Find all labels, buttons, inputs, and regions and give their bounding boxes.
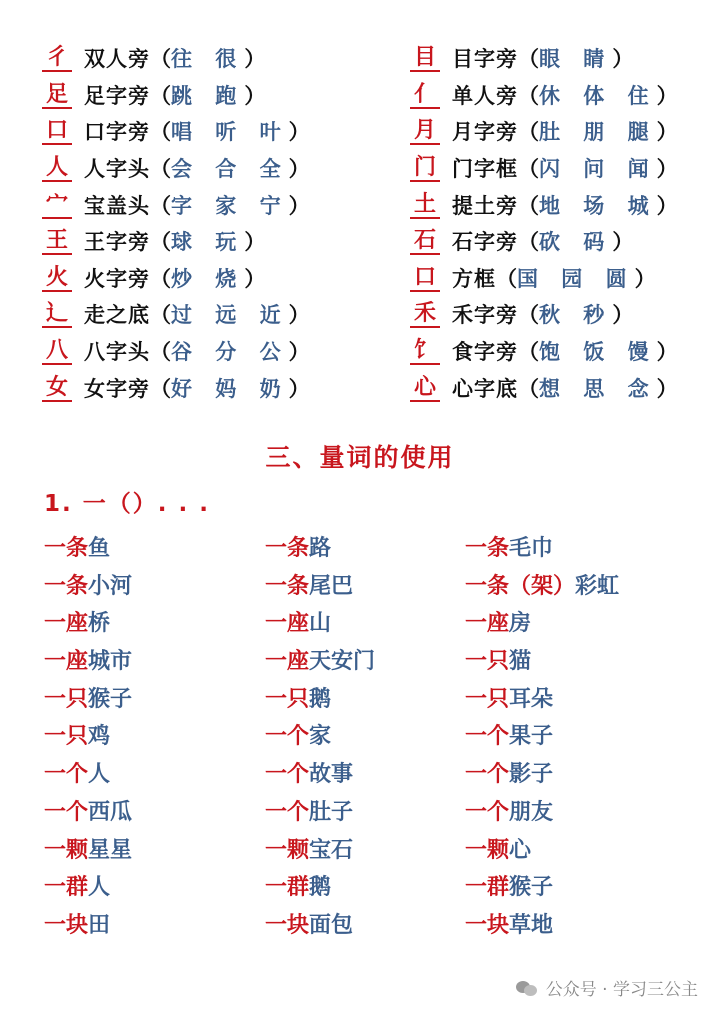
radical-name: 双人旁: [84, 46, 150, 72]
measure-word-prefix: 一座: [44, 610, 89, 637]
open-paren: （: [150, 302, 171, 328]
measure-word-item: [265, 643, 375, 680]
open-paren: （: [496, 265, 517, 291]
measure-word-prefix: 一个: [44, 761, 89, 788]
measure-word-prefix: 一块: [465, 911, 510, 938]
radical-examples: 国 园 圆: [517, 265, 635, 291]
radical-examples: 饱 饭 馒: [539, 339, 657, 365]
measure-word-item: [44, 794, 132, 831]
measure-word-prefix: 一只: [465, 685, 510, 712]
measure-word-noun: 故事: [309, 761, 354, 788]
radical-glyph: 王: [42, 227, 72, 255]
radical-name: 女字旁: [84, 375, 150, 401]
measure-word-item: [465, 832, 531, 869]
radical-examples: 闪 问 闻: [539, 156, 657, 182]
radical-name: 口字旁: [84, 119, 150, 145]
open-paren: （: [518, 302, 539, 328]
open-paren: （: [150, 339, 171, 365]
measure-word-row: [0, 643, 720, 681]
radical-name: 目字旁: [452, 46, 518, 72]
measure-word-noun: 面包: [309, 911, 354, 938]
radical-glyph: 门: [410, 154, 440, 182]
radical-examples: 砍 码: [539, 229, 613, 255]
open-paren: （: [150, 46, 171, 72]
measure-word-prefix: 一群: [265, 874, 310, 901]
measure-word-prefix: 一个: [465, 761, 510, 788]
close-paren: ）: [288, 339, 310, 365]
close-paren: ）: [244, 229, 266, 255]
close-paren: ）: [244, 46, 266, 72]
radical-row: [410, 186, 678, 223]
close-paren: ）: [656, 339, 678, 365]
measure-word-noun: 彩虹: [575, 572, 620, 599]
measure-word-item: [465, 605, 531, 642]
measure-word-noun: 星星: [88, 836, 133, 863]
measure-word-noun: 猴子: [88, 685, 133, 712]
radical-row: [42, 77, 310, 114]
radical-name: 火字旁: [84, 265, 150, 291]
measure-word-item: [465, 530, 553, 567]
measure-word-noun: 天安门: [309, 648, 376, 675]
radical-examples: 地 场 城: [539, 192, 657, 218]
radical-examples: 炒 烧: [171, 265, 245, 291]
radical-column-left: [42, 40, 310, 406]
measure-word-prefix: 一群: [44, 874, 89, 901]
radical-examples: 眼 睛: [539, 46, 613, 72]
radical-row: [410, 369, 678, 406]
measure-word-prefix: 一座: [265, 610, 310, 637]
radical-row: [42, 296, 310, 333]
close-paren: ）: [656, 156, 678, 182]
radical-name: 八字头: [84, 339, 150, 365]
radical-glyph: 石: [410, 227, 440, 255]
radical-name: 石字旁: [452, 229, 518, 255]
radical-row: [42, 369, 310, 406]
measure-word-row: [0, 756, 720, 794]
radical-examples: 跳 跑: [171, 82, 245, 108]
radical-name: 方框: [452, 265, 496, 291]
measure-word-noun: 鱼: [88, 535, 111, 561]
measure-word-item: [465, 568, 619, 605]
radical-glyph: 口: [42, 117, 72, 145]
open-paren: （: [150, 229, 171, 255]
radical-examples: 好 妈 奶: [171, 375, 289, 401]
close-paren: ）: [656, 82, 678, 108]
watermark-text: 公众号 · 学习三公主: [545, 980, 698, 1000]
measure-word-item: [265, 530, 331, 567]
open-paren: （: [518, 229, 539, 255]
measure-word-prefix: 一块: [265, 911, 310, 938]
open-paren: （: [518, 46, 539, 72]
measure-word-noun: 耳朵: [509, 685, 554, 712]
measure-word-row: [0, 794, 720, 832]
radical-row: [42, 260, 310, 297]
measure-word-noun: 桥: [88, 610, 111, 637]
close-paren: ）: [288, 302, 310, 328]
measure-word-prefix: 一只: [44, 685, 89, 712]
measure-word-prefix: 一颗: [44, 836, 89, 863]
radical-row: [410, 40, 678, 77]
radical-examples: 谷 分 公: [171, 339, 289, 365]
measure-word-prefix: 一条: [465, 535, 510, 561]
close-paren: ）: [288, 119, 310, 145]
radical-glyph: 口: [410, 264, 440, 292]
radical-glyph: 目: [410, 44, 440, 72]
measure-word-prefix: 一条（架）: [465, 572, 576, 599]
measure-word-prefix: 一块: [44, 911, 89, 938]
open-paren: （: [150, 265, 171, 291]
radical-name: 人字头: [84, 156, 150, 182]
radical-row: [410, 150, 678, 187]
measure-word-noun: 鸡: [88, 723, 111, 750]
measure-word-row: [0, 869, 720, 907]
radical-name: 走之底: [84, 302, 150, 328]
radical-glyph: 火: [42, 264, 72, 292]
radical-row: [42, 186, 310, 223]
measure-word-item: [265, 568, 353, 605]
radical-examples: 秋 秒: [539, 302, 613, 328]
radical-name: 禾字旁: [452, 302, 518, 328]
open-paren: （: [518, 339, 539, 365]
radical-name: 王字旁: [84, 229, 150, 255]
measure-word-prefix: 一只: [265, 685, 310, 712]
radical-glyph: 宀: [42, 191, 72, 219]
measure-word-noun: 房: [509, 610, 532, 637]
measure-word-row: [0, 907, 720, 945]
measure-word-prefix: 一个: [265, 761, 310, 788]
radical-row: [42, 333, 310, 370]
measure-word-item: [44, 756, 110, 793]
measure-word-noun: 肚子: [309, 798, 354, 825]
section-title: 三、量词的使用: [265, 443, 455, 472]
measure-word-noun: 人: [88, 874, 111, 901]
measure-word-row: [0, 832, 720, 870]
measure-word-item: [265, 718, 331, 755]
measure-word-noun: 山: [309, 610, 332, 637]
open-paren: （: [518, 82, 539, 108]
measure-word-prefix: 一颗: [265, 836, 310, 863]
radical-row: [42, 40, 310, 77]
open-paren: （: [518, 192, 539, 218]
measure-word-prefix: 一只: [465, 648, 510, 675]
measure-word-noun: 尾巴: [309, 572, 354, 599]
measure-word-item: [265, 756, 353, 793]
measure-word-item: [44, 869, 110, 906]
radical-row: [42, 150, 310, 187]
measure-word-item: [265, 794, 353, 831]
measure-word-item: [465, 718, 553, 755]
close-paren: ）: [612, 229, 634, 255]
open-paren: （: [150, 119, 171, 145]
measure-word-noun: 影子: [509, 761, 554, 788]
measure-word-item: [44, 907, 110, 944]
close-paren: ）: [656, 119, 678, 145]
measure-word-noun: 田: [88, 911, 111, 938]
open-paren: （: [150, 375, 171, 401]
measure-word-item: [465, 907, 553, 944]
measure-word-noun: 宝石: [309, 836, 354, 863]
radical-name: 门字框: [452, 156, 518, 182]
radical-glyph: 禾: [410, 300, 440, 328]
measure-word-noun: 猴子: [509, 874, 554, 901]
measure-word-item: [265, 907, 353, 944]
close-paren: ）: [244, 265, 266, 291]
measure-word-noun: 草地: [509, 911, 554, 938]
radical-examples: 球 玩: [171, 229, 245, 255]
radical-glyph: 辶: [42, 300, 72, 328]
radical-examples: 休 体 住: [539, 82, 657, 108]
measure-word-item: [265, 605, 331, 642]
measure-word-prefix: 一座: [44, 648, 89, 675]
radical-row: [410, 260, 678, 297]
radical-row: [410, 333, 678, 370]
close-paren: ）: [612, 302, 634, 328]
measure-word-prefix: 一个: [44, 798, 89, 825]
radical-glyph: 八: [42, 337, 72, 365]
measure-word-noun: 毛巾: [509, 535, 554, 561]
radical-examples: 往 很: [171, 46, 245, 72]
measure-word-row: [0, 605, 720, 643]
radical-row: [42, 223, 310, 260]
measure-word-row: [0, 718, 720, 756]
measure-word-prefix: 一条: [44, 535, 89, 561]
measure-word-row: [0, 681, 720, 719]
measure-word-prefix: 一条: [265, 535, 310, 561]
measure-word-row: [0, 530, 720, 568]
watermark: [516, 975, 698, 1000]
close-paren: ）: [656, 375, 678, 401]
radical-glyph: 彳: [42, 44, 72, 72]
radical-glyph: 亻: [410, 81, 440, 109]
radical-name: 宝盖头: [84, 192, 150, 218]
open-paren: （: [150, 156, 171, 182]
open-paren: （: [518, 375, 539, 401]
radical-column-right: [410, 40, 678, 406]
radical-row: [410, 296, 678, 333]
radical-name: 心字底: [452, 375, 518, 401]
measure-word-item: [465, 869, 553, 906]
measure-word-prefix: 一条: [44, 572, 89, 599]
close-paren: ）: [288, 192, 310, 218]
measure-word-noun: 鹅: [309, 874, 332, 901]
radical-row: [42, 113, 310, 150]
radical-name: 月字旁: [452, 119, 518, 145]
measure-word-prefix: 一只: [44, 723, 89, 750]
measure-word-item: [265, 681, 331, 718]
measure-word-prefix: 一座: [265, 648, 310, 675]
measure-word-prefix: 一个: [265, 723, 310, 750]
radical-glyph: 月: [410, 117, 440, 145]
measure-word-prefix: 一群: [465, 874, 510, 901]
measure-word-item: [44, 568, 132, 605]
measure-word-prefix: 一条: [265, 572, 310, 599]
measure-word-noun: 心: [509, 836, 532, 863]
close-paren: ）: [244, 82, 266, 108]
measure-word-item: [265, 869, 331, 906]
measure-word-noun: 果子: [509, 723, 554, 750]
measure-word-noun: 城市: [88, 648, 133, 675]
radical-examples: 唱 听 叶: [171, 119, 289, 145]
radical-row: [410, 77, 678, 114]
radical-name: 足字旁: [84, 82, 150, 108]
measure-word-prefix: 一个: [265, 798, 310, 825]
radical-row: [410, 223, 678, 260]
measure-word-noun: 猫: [509, 648, 532, 675]
measure-word-prefix: 一个: [465, 723, 510, 750]
measure-word-item: [44, 530, 110, 567]
measure-word-noun: 小河: [88, 572, 133, 599]
radical-name: 食字旁: [452, 339, 518, 365]
close-paren: ）: [288, 375, 310, 401]
close-paren: ）: [656, 192, 678, 218]
measure-word-prefix: 一颗: [465, 836, 510, 863]
open-paren: （: [518, 119, 539, 145]
close-paren: ）: [634, 265, 656, 291]
measure-word-noun: 鹅: [309, 685, 332, 712]
measure-word-item: [44, 605, 110, 642]
radical-name: 提土旁: [452, 192, 518, 218]
measure-word-noun: 朋友: [509, 798, 554, 825]
measure-word-item: [44, 718, 110, 755]
radical-examples: 想 思 念: [539, 375, 657, 401]
measure-word-item: [465, 794, 553, 831]
sub-title: 1. 一（）. . .: [44, 491, 210, 517]
radical-glyph: 饣: [410, 337, 440, 365]
radical-glyph: 女: [42, 374, 72, 402]
close-paren: ）: [288, 156, 310, 182]
radical-examples: 肚 朋 腿: [539, 119, 657, 145]
measure-word-noun: 路: [309, 535, 332, 561]
measure-word-item: [465, 643, 531, 680]
measure-word-noun: 人: [88, 761, 111, 788]
measure-word-prefix: 一座: [465, 610, 510, 637]
radical-examples: 过 远 近: [171, 302, 289, 328]
radical-glyph: 心: [410, 374, 440, 402]
measure-word-prefix: 一个: [465, 798, 510, 825]
measure-word-item: [44, 643, 132, 680]
measure-word-row: [0, 568, 720, 606]
radical-name: 单人旁: [452, 82, 518, 108]
close-paren: ）: [612, 46, 634, 72]
measure-word-item: [265, 832, 353, 869]
measure-word-item: [44, 832, 132, 869]
open-paren: （: [150, 82, 171, 108]
radical-glyph: 土: [410, 191, 440, 219]
open-paren: （: [150, 192, 171, 218]
wechat-icon: [516, 979, 538, 997]
radical-glyph: 人: [42, 154, 72, 182]
radical-glyph: 足: [42, 81, 72, 109]
measure-word-noun: 家: [309, 723, 332, 750]
radical-row: [410, 113, 678, 150]
radical-examples: 会 合 全: [171, 156, 289, 182]
measure-word-item: [465, 756, 553, 793]
measure-word-item: [44, 681, 132, 718]
measure-word-noun: 西瓜: [88, 798, 133, 825]
radical-examples: 字 家 宁: [171, 192, 289, 218]
open-paren: （: [518, 156, 539, 182]
measure-word-table: [0, 530, 720, 945]
measure-word-item: [465, 681, 553, 718]
